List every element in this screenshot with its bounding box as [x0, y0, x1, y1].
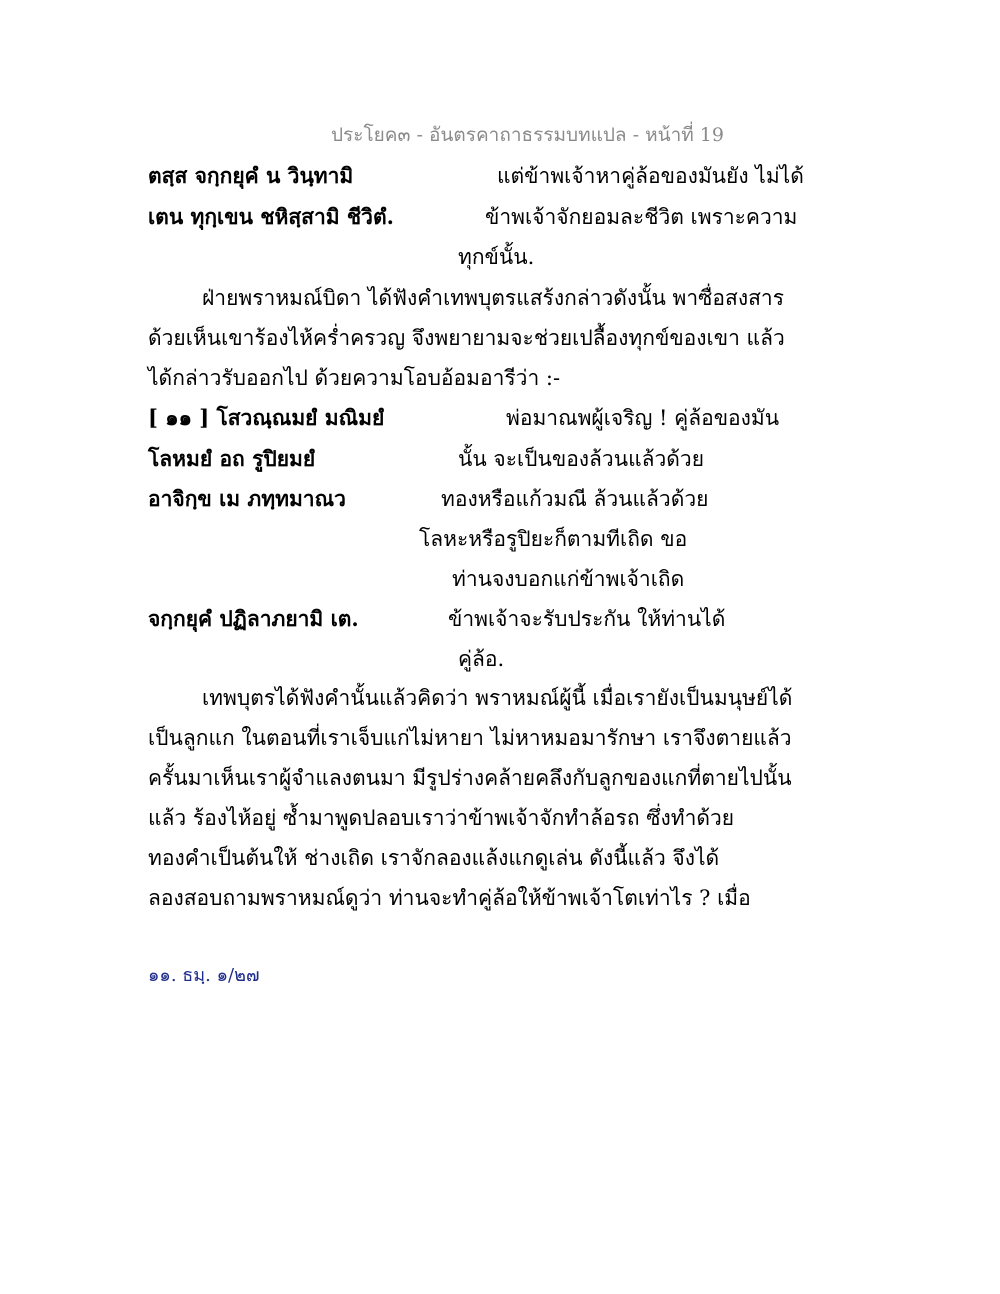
- verse-thai-line: คู่ล้อ.: [458, 647, 505, 671]
- verse-pali-line: จกฺกยุคํ ปฏิลาภยามิ เต.: [148, 606, 359, 631]
- verse-pali-line: อาจิกฺข เม ภทฺทมาณว: [148, 486, 346, 511]
- verse-thai-line: ทุกข์นั้น.: [458, 245, 535, 269]
- verse-pali-line: เตน ทุกฺเขน ชหิสฺสามิ ชีวิตํ.: [148, 204, 394, 229]
- verse-thai-line: แต่ข้าพเจ้าหาคู่ล้อของมันยัง ไม่ได้: [497, 164, 804, 188]
- verse-pali-line: [ ๑๑ ] โสวณฺณมยํ มณิมยํ: [148, 405, 385, 430]
- paragraph-line: ทองคำเป็นต้นให้ ช่างเถิด เราจักลองแล้งแกดูเล่น ดังนี้แล้ว จึงได้: [148, 846, 720, 870]
- verse-thai-line: ท่านจงบอกแก่ข้าพเจ้าเถิด: [452, 567, 685, 591]
- paragraph-line: ฝ่ายพราหมณ์บิดา ได้ฟังคำเทพบุตรแสร้งกล่าวดังนั้น พาซื่อสงสาร: [202, 286, 784, 310]
- verse-thai-line: พ่อมาณพผู้เจริญ ! คู่ล้อของมัน: [506, 406, 780, 430]
- verse-thai-line: ทองหรือแก้วมณี ล้วนแล้วด้วย: [441, 487, 709, 511]
- paragraph-line: เป็นลูกแก ในตอนที่เราเจ็บแก่ไม่หายา ไม่หาหมอมารักษา เราจึงตายแล้ว: [148, 726, 792, 750]
- verse-thai-line: โลหะหรือรูปิยะก็ตามทีเถิด ขอ: [419, 527, 688, 551]
- paragraph-line: แล้ว ร้องไห้อยู่ ซ้ำมาพูดปลอบเราว่าข้าพเจ้าจักทำล้อรถ ซึ่งทำด้วย: [148, 806, 735, 830]
- paragraph-line: ด้วยเห็นเขาร้องไห้คร่ำครวญ จึงพยายามจะช่วยเปลื้องทุกข์ของเขา แล้ว: [148, 326, 785, 350]
- verse-thai-line: ข้าพเจ้าจักยอมละชีวิต เพราะความ: [485, 205, 798, 229]
- page-header: ประโยค๓ - อันตรคาถาธรรมบทแปล - หน้าที่ 19: [331, 124, 724, 146]
- footnote: ๑๑. ธมฺ. ๑/๒๗: [148, 965, 260, 986]
- paragraph-line: ลองสอบถามพราหมณ์ดูว่า ท่านจะทำคู่ล้อให้ข้าพเจ้าโตเท่าไร ? เมื่อ: [148, 886, 751, 910]
- verse-pali-line: ตสฺส จกฺกยุคํ น วินฺทามิ: [148, 163, 354, 188]
- paragraph-line: ครั้นมาเห็นเราผู้จำแลงตนมา มีรูปร่างคล้ายคลึงกับลูกของแกที่ตายไปนั้น: [148, 766, 792, 790]
- verse-pali-line: โลหมยํ อถ รูปิยมยํ: [148, 446, 316, 471]
- verse-thai-line: นั้น จะเป็นของล้วนแล้วด้วย: [458, 447, 705, 471]
- paragraph-line: เทพบุตรได้ฟังคำนั้นแล้วคิดว่า พราหมณ์ผู้นี้ เมื่อเรายังเป็นมนุษย์ได้: [202, 686, 793, 710]
- paragraph-line: ได้กล่าวรับออกไป ด้วยความโอบอ้อมอารีว่า :-: [148, 366, 561, 390]
- verse-thai-line: ข้าพเจ้าจะรับประกัน ให้ท่านได้: [448, 607, 726, 631]
